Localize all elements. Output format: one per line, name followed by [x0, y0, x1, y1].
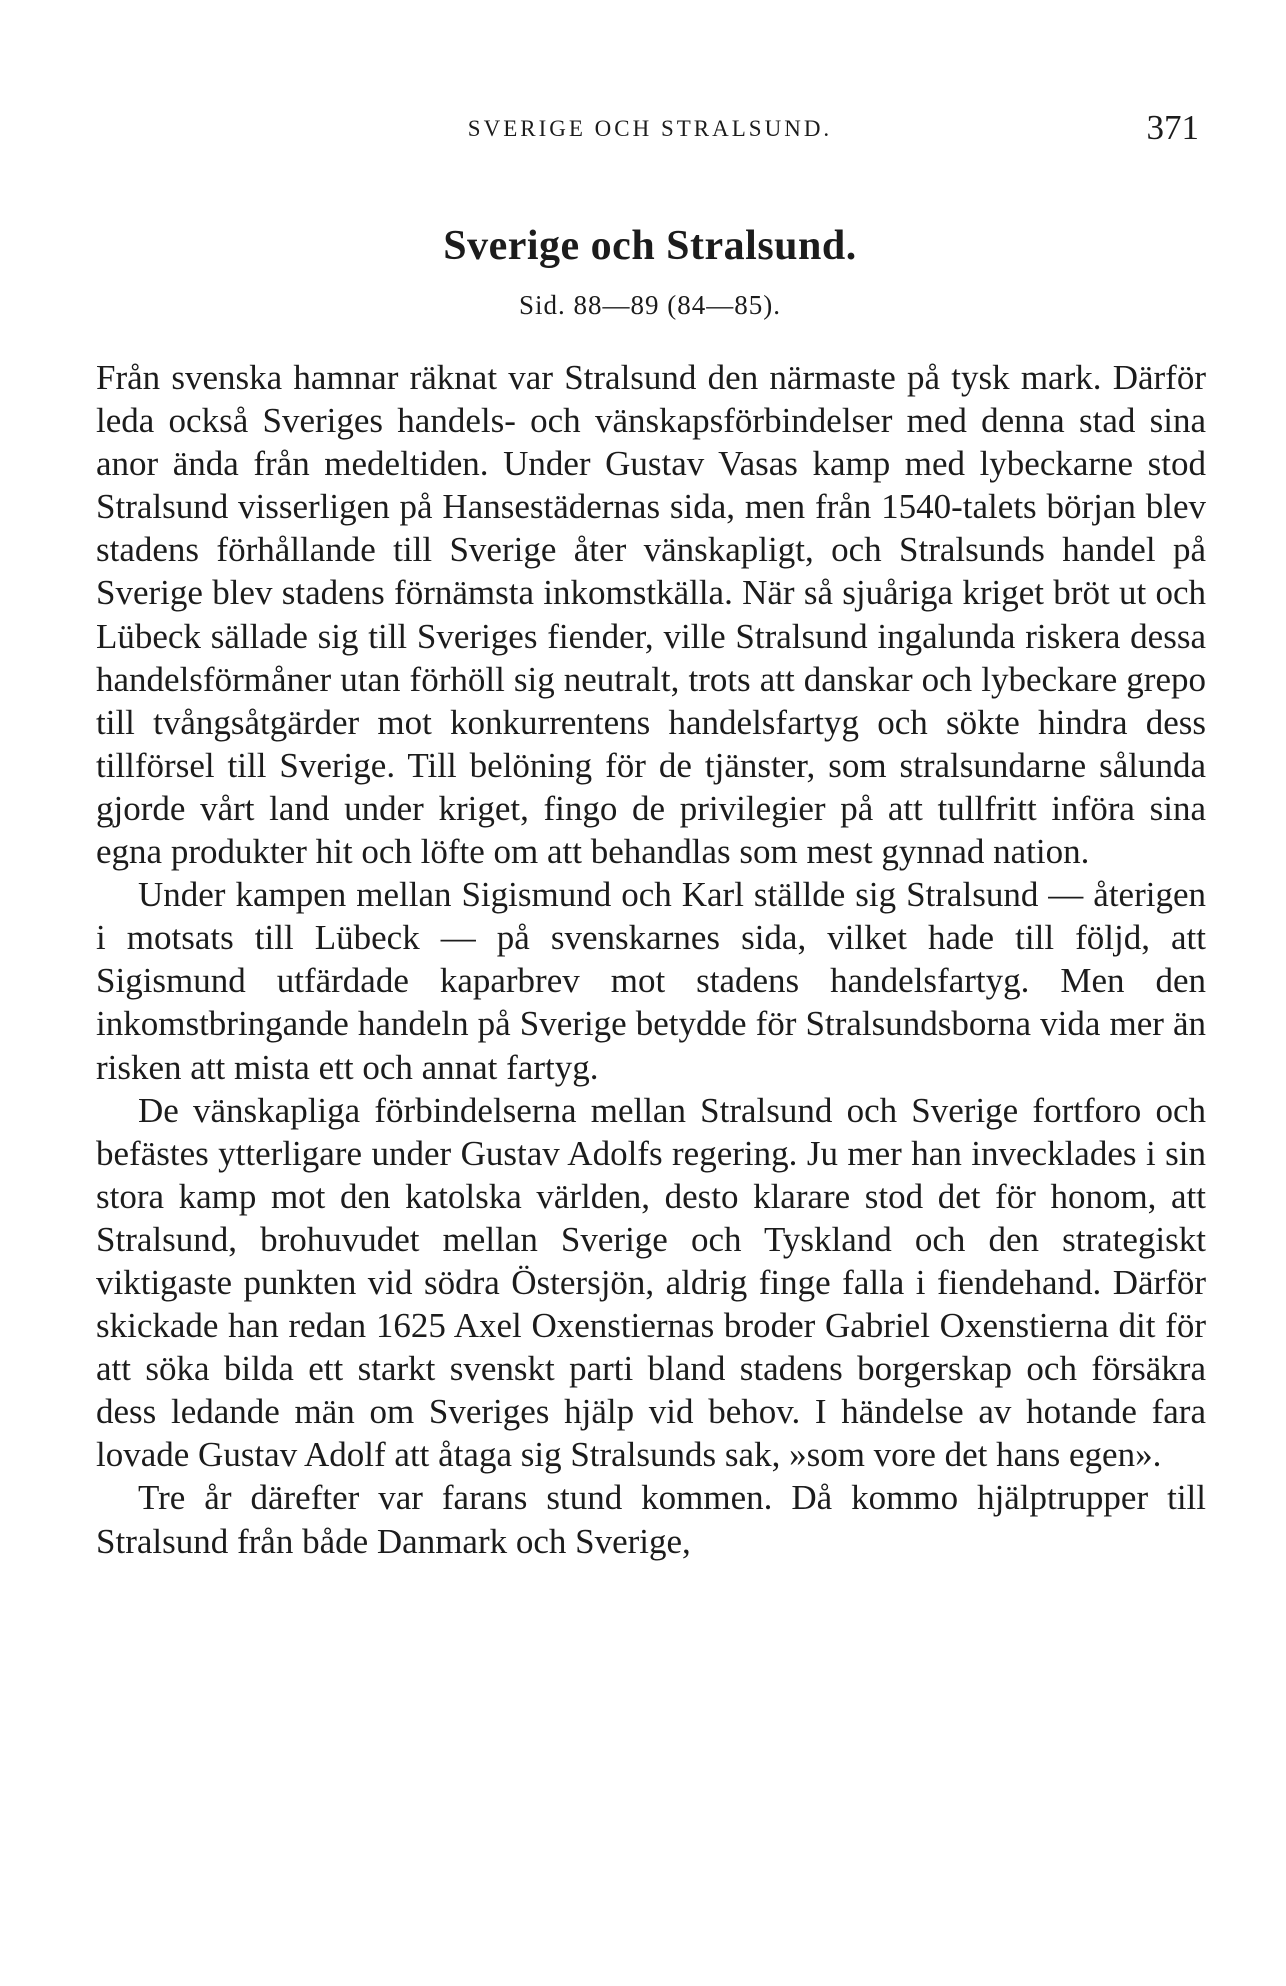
paragraph: Tre år därefter var farans stund kommen. Då kommo hjälptrupper till Stralsund från både Danmark och Sverige,: [96, 1478, 1206, 1561]
body-text: [96, 356, 1206, 1563]
running-title: SVERIGE OCH STRALSUND.: [467, 116, 833, 141]
paragraph: De vänskapliga förbindelserna mellan Stralsund och Sverige fortforo och befästes ytterligare under Gustav Adolfs regering. Ju mer han invecklades i sin stora kamp mot den katolska världen, desto klarare stod det för honom, att Stralsund, brohuvudet mellan Sverige och Tyskland och den strategiskt viktigaste punkten vid södra Östersjön, aldrig finge falla i fiendehand. Därför skickade han redan 1625 Axel Oxenstiernas broder Gabriel Oxenstierna dit för att söka bilda ett starkt svenskt parti bland stadens borgerskap och försäkra dess ledande män om Sveriges hjälp vid behov. I händelse av hotande fara lovade Gustav Adolf att åtaga sig Stralsunds sak, »som vore det hans egen».: [96, 1090, 1206, 1475]
paragraph: Under kampen mellan Sigismund och Karl ställde sig Stralsund — återigen i motsats till Lübeck — på svenskarnes sida, vilket hade till följd, att Sigismund utfärdade kaparbrev mot stadens handelsfartyg. Men den inkomstbringande handeln på Sverige betydde för Stralsundsborna vida mer än risken att mista ett och annat fartyg.: [96, 875, 1206, 1087]
page-reference: Sid. 88—89 (84—85).: [519, 290, 781, 320]
page-number: 371: [1146, 108, 1199, 147]
section-heading: Sverige och Stralsund.: [443, 223, 857, 269]
running-head: [95, 108, 1205, 152]
paragraph: Från svenska hamnar räknat var Stralsund den närmaste på tysk mark. Därför leda också Sveriges handels- och vänskapsförbindelser med denna stad sina anor ända från medeltiden. Under Gustav Vasas kamp med lybeckarne stod Stralsund visserligen på Hansestädernas sida, men från 1540-talets början blev stadens förhållande till Sverige åter vänskapligt, och Stralsunds handel på Sverige blev stadens förnämsta inkomstkälla. När så sjuåriga kriget bröt ut och Lübeck sällade sig till Sveriges fiender, ville Stralsund ingalunda riskera dessa handelsförmåner utan förhöll sig neutralt, trots att danskar och lybeckare grepo till tvångsåtgärder mot konkurrentens handelsfartyg och sökte hindra dess tillförsel till Sverige. Till belöning för de tjänster, som stralsundarne sålunda gjorde vårt land under kriget, fingo de privilegier på att tullfritt införa sina egna produkter hit och löfte om att behandlas som mest gynnad nation.: [96, 358, 1206, 872]
